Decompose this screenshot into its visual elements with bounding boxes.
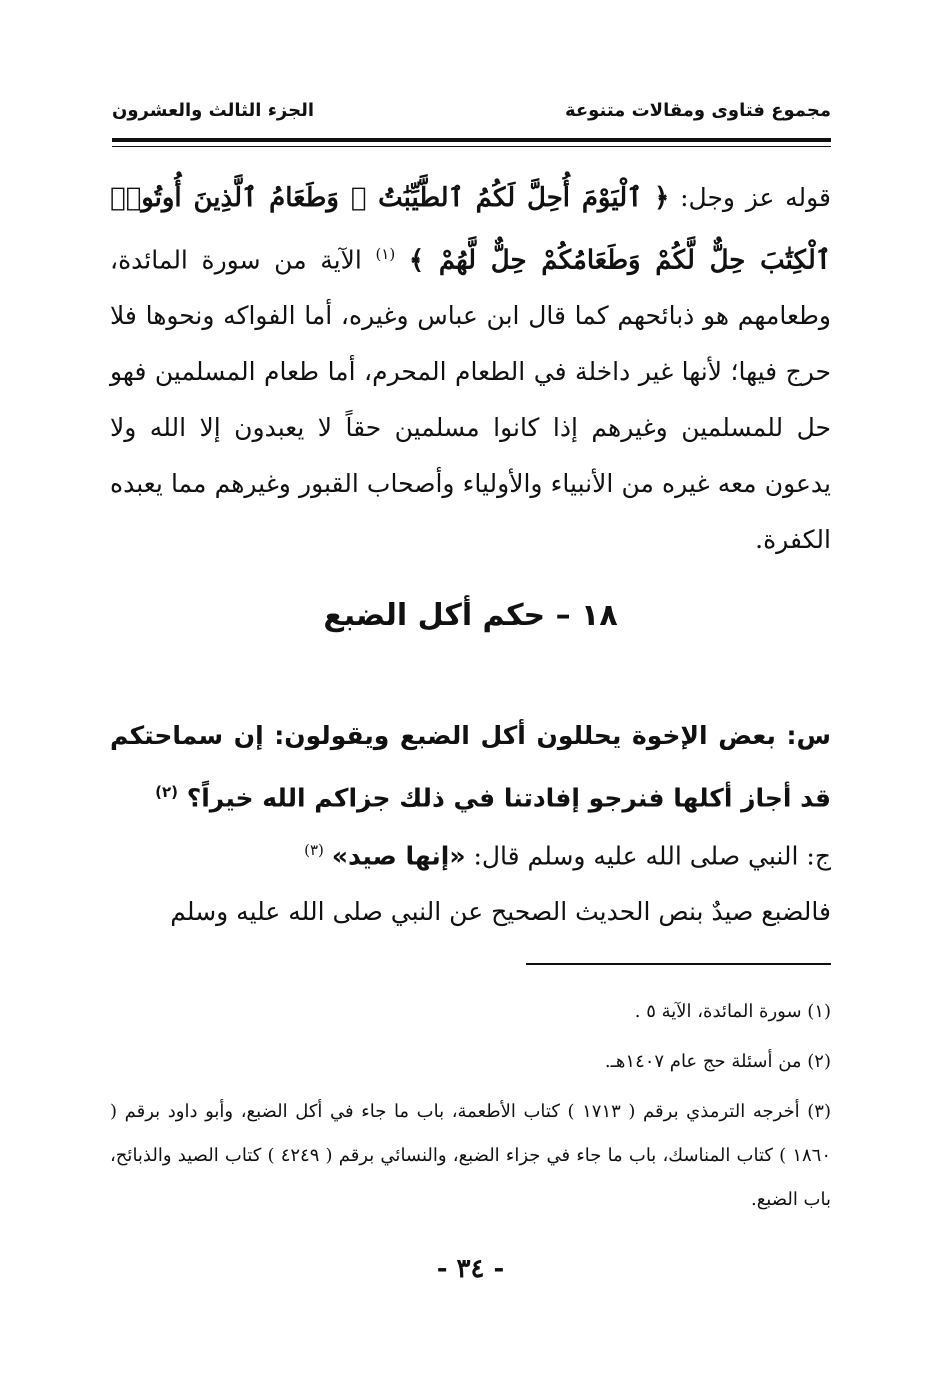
footnote-separator: [526, 963, 831, 965]
header-rule-thick: [112, 138, 831, 142]
page-number: - ٣٤ -: [436, 1254, 505, 1284]
verse-intro: قوله عز وجل:: [680, 183, 831, 212]
footnote-2: (٢) من أسئلة حج عام ١٤٠٧هـ.: [604, 1051, 831, 1072]
question-paragraph: [110, 708, 831, 826]
section-title: ١٨ – حكم أكل الضبع: [323, 598, 618, 633]
footnote-ref-3: (٣): [304, 841, 324, 859]
footnote-3: (٣) أخرجه الترمذي برقم ( ١٧١٣ ) كتاب الأطعمة، باب ما جاء في أكل الضبع، وأبو داود برقم ( ١٨٦٠ ) كتاب المناسك، باب ما جاء في جزاء الضبع، والنسائي برقم ( ٤٢٤٩ ) كتاب الصيد والذبائح، باب الضبع.: [110, 1101, 832, 1210]
hadith-quote: «إنها صيد»: [331, 841, 466, 871]
footnote-1: (١) سورة المائدة، الآية ٥ .: [634, 1001, 831, 1022]
question-text: س: بعض الإخوة يحللون أكل الضبع ويقولون: إن سماحتكم قد أجاز أكلها فنرجو إفادتنا في ذلك جزاكم الله خيراً؟: [110, 721, 831, 813]
footnotes: [110, 990, 831, 1228]
body-paragraph: [110, 170, 831, 568]
answer-paragraph: [110, 822, 831, 940]
volume-label: الجزء الثالث والعشرون: [112, 100, 315, 121]
answer-lead: ج: النبي صلى الله عليه وسلم قال:: [473, 841, 831, 871]
footnote-ref-1: (١): [375, 245, 396, 263]
book-title: مجموع فتاوى ومقالات متنوعة: [564, 100, 831, 121]
answer-text: فالضبع صيدٌ بنص الحديث الصحيح عن النبي صلى الله عليه وسلم: [170, 897, 831, 927]
body-text: الآية من سورة المائدة، وطعامهم هو ذبائحهم كما قال ابن عباس وغيره، أما الفواكه ونحوها فلا حرج فيها؛ لأنها غير داخلة في الطعام المحرم، أما طعام المسلمين فهو حل للمسلمين وغيرهم إذا كانوا مسلمين حقاً لا يعبدون إلا الله ولا يدعون معه غيره من الأنبياء والأولياء وأصحاب القبور وغيرهم مما يعبده الكفرة.: [110, 245, 831, 555]
quran-verse: ﴿ ٱلْيَوْمَ أُحِلَّ لَكُمُ ٱلطَّيِّبَٰتُ ۖ وَطَعَامُ ٱلَّذِينَ أُوتُوا۟ ٱلْكِتَٰبَ حِلٌّ لَّكُمْ وَطَعَامُكُمْ حِلٌّ لَّهُمْ ﴾: [110, 183, 832, 276]
header-rule-thin: [112, 146, 831, 147]
footnote-ref-2: (٢): [155, 783, 178, 801]
running-header: [112, 100, 831, 128]
